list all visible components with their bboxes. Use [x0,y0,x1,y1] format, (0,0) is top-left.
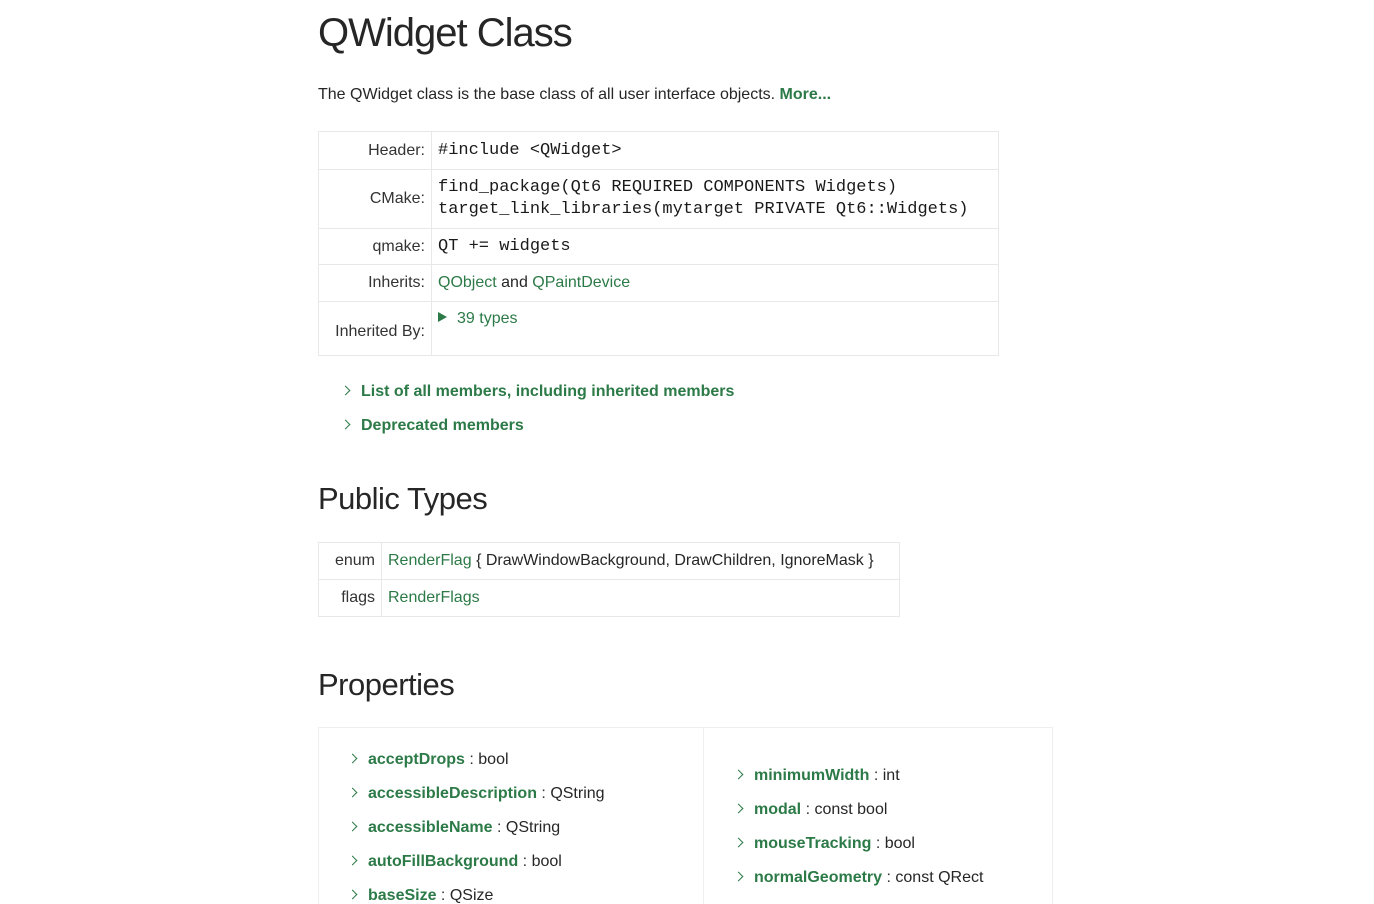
renderflag-values: { DrawWindowBackground, DrawChildren, IgnoreMask } [476,552,874,569]
chevron-right-icon [734,770,744,780]
public-types-table [318,542,900,617]
info-row-qmake [319,229,999,265]
info-row-cmake [319,170,999,229]
info-row-header [319,132,999,170]
chevron-right-icon [348,754,358,764]
list-item: autoFillBackground : bool [349,848,605,882]
property-link[interactable]: accessibleDescription [368,785,537,802]
property-link[interactable]: minimumWidth [754,767,870,784]
list-item: baseSize : QSize [349,882,605,904]
qobject-link[interactable]: QObject [438,274,497,291]
property-link[interactable]: baseSize [368,887,437,904]
property-type: QString [505,819,561,836]
property-link[interactable]: autoFillBackground [368,853,519,870]
property-type: bool [531,853,562,870]
property-type: bool [884,835,915,852]
chevron-right-icon [734,804,744,814]
chevron-right-icon [348,822,358,832]
brief-text: The QWidget class is the base class of all user interface objects. [318,86,776,103]
properties-right-column [735,762,983,898]
list-item: acceptDrops : bool [349,746,605,780]
info-row-inherited-by [319,302,999,356]
page-title: QWidget Class [318,11,572,55]
type-keyword: flags [319,580,382,617]
qmake-value: QT += widgets [438,236,571,256]
list-item [342,414,734,448]
list-item: normalGeometry : const QRect [735,864,983,898]
chevron-right-icon [341,386,351,396]
table-row [319,543,900,580]
public-types-heading: Public Types [318,481,488,516]
properties-left-column [349,746,605,904]
page-content [318,0,1078,904]
property-type: bool [478,751,509,768]
expand-triangle-icon [438,312,447,322]
class-info-table [318,131,999,356]
header-label: Header: [319,132,432,170]
list-item: accessibleDescription : QString [349,780,605,814]
table-row [319,580,900,617]
property-type: int [882,767,900,784]
cmake-label: CMake: [319,170,432,229]
column-divider [703,728,704,904]
chevron-right-icon [341,420,351,430]
chevron-right-icon [348,856,358,866]
properties-box [318,727,1053,904]
inherited-by-label: Inherited By: [319,302,432,356]
chevron-right-icon [348,788,358,798]
type-keyword: enum [319,543,382,580]
properties-heading: Properties [318,667,455,702]
chevron-right-icon [734,872,744,882]
property-link[interactable]: mouseTracking [754,835,872,852]
renderflag-link[interactable]: RenderFlag [388,552,472,569]
cmake-line-1: find_package(Qt6 REQUIRED COMPONENTS Widgets) [438,178,898,197]
inherits-label: Inherits: [319,265,432,302]
cmake-line-2: target_link_libraries(mytarget PRIVATE Qt6::Widgets) [438,200,969,219]
info-row-inherits [319,265,999,302]
list-item: accessibleName : QString [349,814,605,848]
property-link[interactable]: modal [754,801,802,818]
qpaintdevice-link[interactable]: QPaintDevice [532,274,631,291]
header-value: #include <QWidget> [438,140,622,160]
inherited-by-count: 39 types [457,310,518,327]
list-item: modal : const bool [735,796,983,830]
property-type: QSize [449,887,494,904]
inherits-conjunction: and [501,274,528,291]
property-type: const bool [814,801,888,818]
list-item: mouseTracking : bool [735,830,983,864]
list-item [342,380,734,414]
inherited-by-toggle[interactable] [438,310,517,327]
qmake-label: qmake: [319,229,432,265]
brief-description [318,84,831,106]
property-type: QString [550,785,605,802]
renderflags-link[interactable]: RenderFlags [388,589,480,606]
property-type: const QRect [895,869,984,886]
all-members-link[interactable]: List of all members, including inherited members [361,383,735,400]
chevron-right-icon [348,890,358,900]
member-links-list [342,380,734,448]
deprecated-members-link[interactable]: Deprecated members [361,417,524,434]
more-link[interactable]: More... [779,86,832,103]
list-item: minimumWidth : int [735,762,983,796]
chevron-right-icon [734,838,744,848]
property-link[interactable]: accessibleName [368,819,493,836]
property-link[interactable]: normalGeometry [754,869,883,886]
property-link[interactable]: acceptDrops [368,751,465,768]
